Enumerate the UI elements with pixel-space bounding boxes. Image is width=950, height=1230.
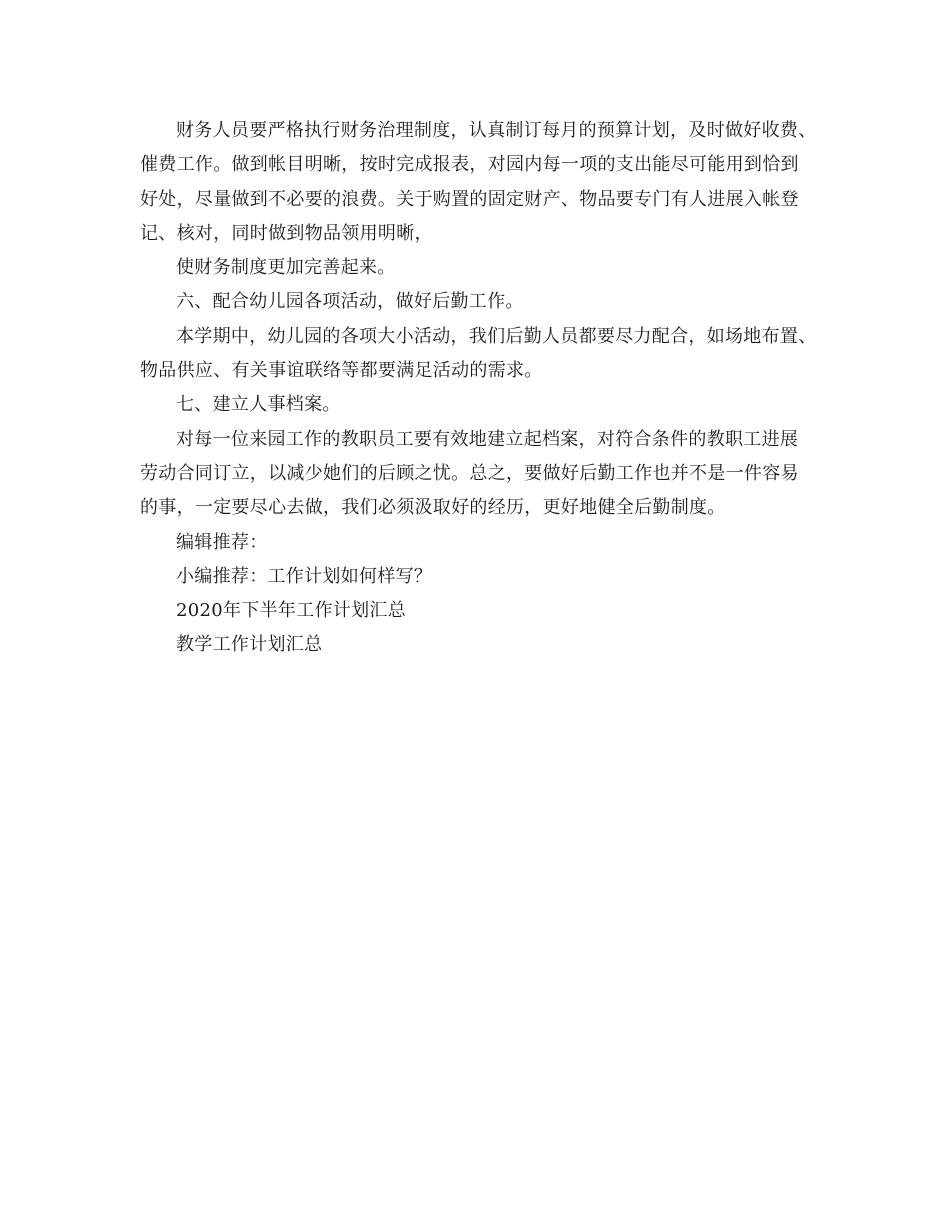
paragraph-activities-line-2: 物品供应、有关事谊联络等都要满足活动的需求。 bbox=[140, 360, 543, 382]
editor-recommend-heading: 编辑推荐： bbox=[176, 531, 268, 553]
paragraph-finance-line-2: 催费工作。做到帐目明晰，按时完成报表，对园内每一项的支出能尽可能用到恰到 bbox=[140, 154, 799, 176]
section-heading-6: 六、配合幼儿园各项活动，做好后勤工作。 bbox=[176, 291, 524, 313]
paragraph-personnel-line-1: 对每一位来园工作的教职员工要有效地建立起档案，对符合条件的教职工进展 bbox=[176, 428, 799, 450]
recommend-link-2[interactable]: 2020年下半年工作计划汇总 bbox=[176, 600, 407, 622]
paragraph-finance-line-4: 记、核对，同时做到物品领用明晰， bbox=[140, 222, 433, 244]
paragraph-finance-line-3: 好处，尽量做到不必要的浪费。关于购置的固定财产、物品要专门有人进展入帐登 bbox=[140, 188, 799, 210]
section-heading-7: 七、建立人事档案。 bbox=[176, 394, 341, 416]
paragraph-activities-line-1: 本学期中，幼儿园的各项大小活动，我们后勤人员都要尽力配合，如场地布置、 bbox=[176, 325, 817, 347]
recommend-link-1[interactable]: 小编推荐：工作计划如何样写？ bbox=[176, 565, 433, 587]
paragraph-personnel-line-2: 劳动合同订立，以减少她们的后顾之忧。总之，要做好后勤工作也并不是一件容易 bbox=[140, 462, 799, 484]
paragraph-personnel-line-3: 的事，一定要尽心去做，我们必须汲取好的经历，更好地健全后勤制度。 bbox=[140, 497, 726, 519]
paragraph-finance-conclusion: 使财务制度更加完善起来。 bbox=[176, 257, 396, 279]
document-body bbox=[140, 114, 820, 663]
paragraph-finance-line-1: 财务人员要严格执行财务治理制度，认真制订每月的预算计划，及时做好收费、 bbox=[176, 120, 817, 141]
recommend-link-3[interactable]: 教学工作计划汇总 bbox=[176, 634, 323, 656]
